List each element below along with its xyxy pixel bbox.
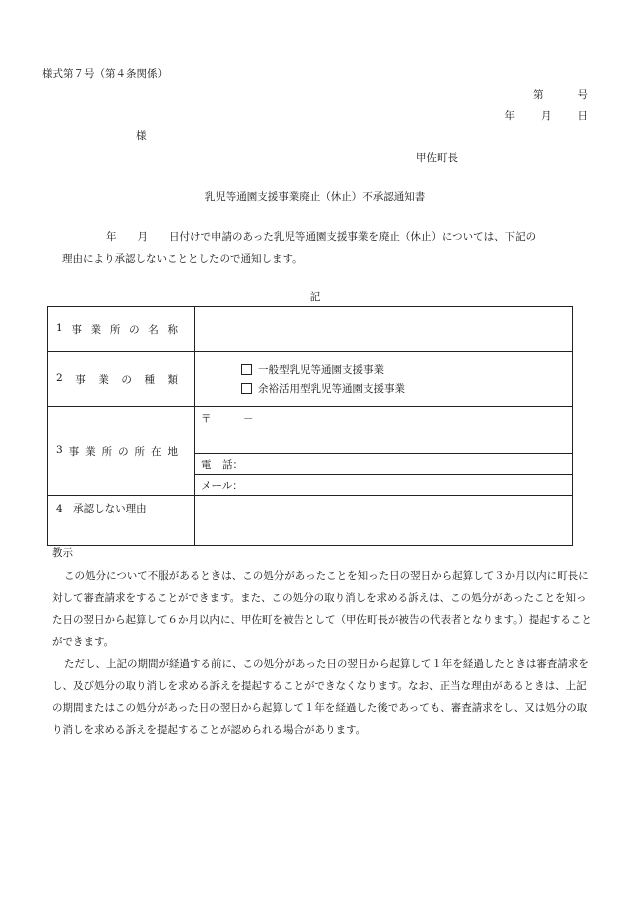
date-year: 年 [504,110,515,122]
option-surplus[interactable]: 余裕活用型乳児等通園支援事業 [241,381,564,396]
instruction-heading: 教示 [52,547,73,559]
body-line-2: 理由により承認しないこととしたので通知します。 [62,253,303,265]
date-day: 日 [577,110,588,122]
table-row [48,307,573,352]
office-name-value[interactable] [195,307,573,352]
instruction-body [52,565,592,741]
issuer: 甲佐町長 [416,152,458,164]
form-number-label: 様式第７号（第４条関係） [42,68,168,80]
office-name-label: 1 事 業 所 の 名 称 [48,307,195,352]
body-line-1: 年 月 日付けで申請のあった乳児等通園支援事業を廃止（休止）については、下記の [106,231,537,243]
mail-field[interactable]: メール： [201,479,243,492]
issue-date [505,108,589,123]
addressee: 様 [136,130,147,142]
office-address-label: 3 事 業 所 の 所 在 地 [48,407,195,496]
detail-table [47,306,573,546]
number-dai: 第 [533,89,544,101]
checkbox-icon[interactable] [241,364,252,375]
office-address-value [195,407,573,496]
checkbox-icon[interactable] [241,383,252,394]
table-row [48,407,573,496]
postal-field[interactable]: 〒 － [195,407,572,454]
business-type-label: 2 事 業 の 種 類 [48,352,195,407]
phone-field[interactable]: 電 話： [195,454,572,475]
table-row [48,352,573,407]
business-type-options [195,352,573,407]
date-month: 月 [541,110,552,122]
table-row [48,496,573,546]
reason-value[interactable] [195,496,573,546]
document-title: 乳児等通園支援事業廃止（休止）不承認通知書 [204,191,426,203]
number-go: 号 [577,89,588,101]
instruction-paragraph-2: ただし、上記の期間が経過する前に、この処分があった日の翌日から起算して１年を経過したときは審査請求をし、及び処分の取り消しを求める訴えを提起することができなくなります。なお、正当な理由があるときは、上記の期間またはこの処分があった日の翌日から起算して１年を経過した後であっても、審査請求をし、又は処分の取り消しを求める訴えを提起することが認められる場合があります。 [52,658,589,736]
document-number [533,87,588,102]
reason-label: 4 承認しない理由 [48,496,195,546]
ki-heading: 記 [309,291,321,303]
instruction-paragraph-1: この処分について不服があるときは、この処分があったことを知った日の翌日から起算して３か月以内に町長に対して審査請求をすることができます。また、この処分の取り消しを求める訴えは、この処分があったことを知った日の翌日から起算して６か月以内に、甲佐町を被告として（甲佐町長が被告の代表者となります。）提起することができます。 [52,570,592,648]
option-general[interactable]: 一般型乳児等通園支援事業 [241,362,564,377]
body-paragraph [62,226,590,270]
